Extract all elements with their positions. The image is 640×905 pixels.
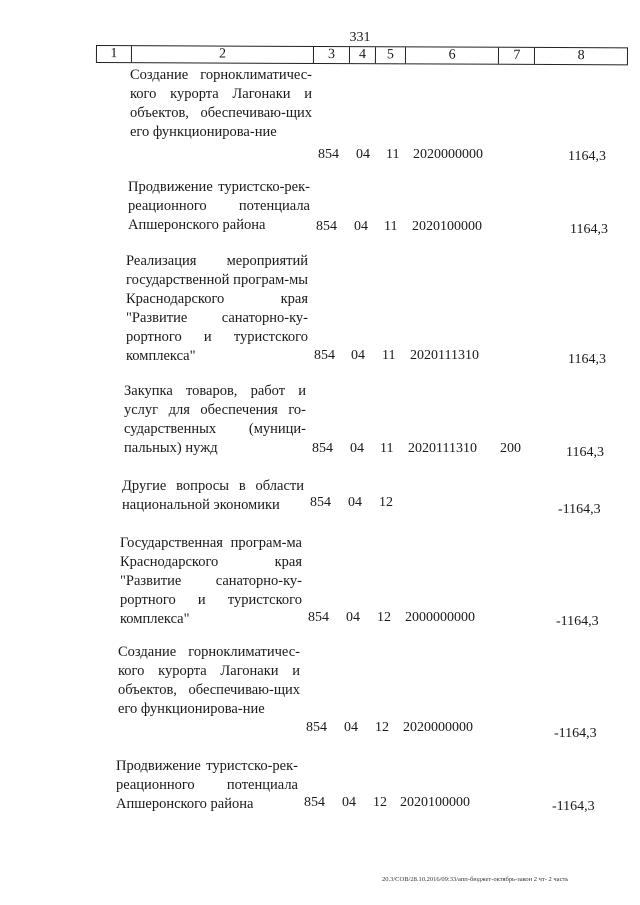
row-description: Создание горноклиматичес-кого курорта Лагонаки и объектов, обеспечиваю-щих его функционирова-ние <box>130 67 312 140</box>
row-col-8: 1164,3 <box>566 445 604 460</box>
header-col-8: 8 <box>577 48 585 64</box>
header-col-5: 5 <box>376 47 406 63</box>
row-col-4: 04 <box>342 795 356 810</box>
row-col-4: 04 <box>354 219 368 234</box>
row-col-5: 11 <box>386 147 400 162</box>
header-col-7: 7 <box>499 48 535 64</box>
row-col-6: 2020000000 <box>403 720 473 735</box>
row-col-5: 12 <box>377 610 391 625</box>
row-col-8: -1164,3 <box>554 726 597 741</box>
row-col-5: 11 <box>384 219 398 234</box>
row-description: Продвижение туристско-рек-реационного потенциала Апшеронского района <box>116 758 298 812</box>
row-col-8: 1164,3 <box>570 222 608 237</box>
row-col-6: 2020100000 <box>412 219 482 234</box>
header-col-4: 4 <box>350 47 376 63</box>
row-description: Государственная програм-ма Краснодарского края "Развитие санаторно-ку-рортного и туристского комплекса" <box>120 535 302 627</box>
row-col-7: 200 <box>500 441 521 456</box>
row-col-3: 854 <box>312 441 333 456</box>
row-description: Создание горноклиматичес-кого курорта Лагонаки и объектов, обеспечиваю-щих его функционирова-ние <box>118 644 300 717</box>
row-col-8: 1164,3 <box>568 149 606 164</box>
row-col-6: 2020111310 <box>410 348 479 363</box>
row-col-5: 12 <box>373 795 387 810</box>
row-col-8: -1164,3 <box>556 614 599 629</box>
row-description: Закупка товаров, работ и услуг для обеспечения го-сударственных (муници-пальных) нужд <box>124 383 306 456</box>
row-col-4: 04 <box>346 610 360 625</box>
row-col-5: 11 <box>382 348 396 363</box>
row-col-3: 854 <box>304 795 325 810</box>
document-footer: 20.3/СОВ/28.10.2016/09:33/апп-бюджет-октябрь-закон 2 чт- 2 часть <box>382 876 569 883</box>
row-col-3: 854 <box>306 720 327 735</box>
row-col-3: 854 <box>310 495 331 510</box>
row-col-6: 2020100000 <box>400 795 470 810</box>
row-col-3: 854 <box>316 219 337 234</box>
page-number: 331 <box>349 30 371 45</box>
row-description: Реализация мероприятий государственной програм-мы Краснодарского края "Развитие санаторно-ку-рортного и туристского комплекса" <box>126 253 308 364</box>
row-col-5: 12 <box>375 720 389 735</box>
row-col-3: 854 <box>314 348 335 363</box>
row-description: Продвижение туристско-рек-реационного потенциала Апшеронского района <box>128 179 310 233</box>
row-col-6: 2020111310 <box>408 441 477 456</box>
row-col-5: 12 <box>379 495 393 510</box>
header-col-6: 6 <box>406 47 500 63</box>
row-col-4: 04 <box>344 720 358 735</box>
header-col-3: 3 <box>314 47 350 63</box>
header-col-1: 1 <box>97 46 132 62</box>
row-col-3: 854 <box>318 147 339 162</box>
row-col-5: 11 <box>380 441 394 456</box>
row-col-3: 854 <box>308 610 329 625</box>
row-col-4: 04 <box>348 495 362 510</box>
row-col-8: 1164,3 <box>568 352 606 367</box>
row-col-4: 04 <box>356 147 370 162</box>
row-col-8: -1164,3 <box>558 502 601 517</box>
row-col-8: -1164,3 <box>552 799 595 814</box>
row-description: Другие вопросы в области национальной экономики <box>122 478 304 513</box>
row-col-6: 2000000000 <box>405 610 475 625</box>
row-col-4: 04 <box>350 441 364 456</box>
table-header-row <box>96 45 628 65</box>
header-col-2: 2 <box>132 46 314 63</box>
row-col-4: 04 <box>351 348 365 363</box>
row-col-6: 2020000000 <box>413 147 483 162</box>
